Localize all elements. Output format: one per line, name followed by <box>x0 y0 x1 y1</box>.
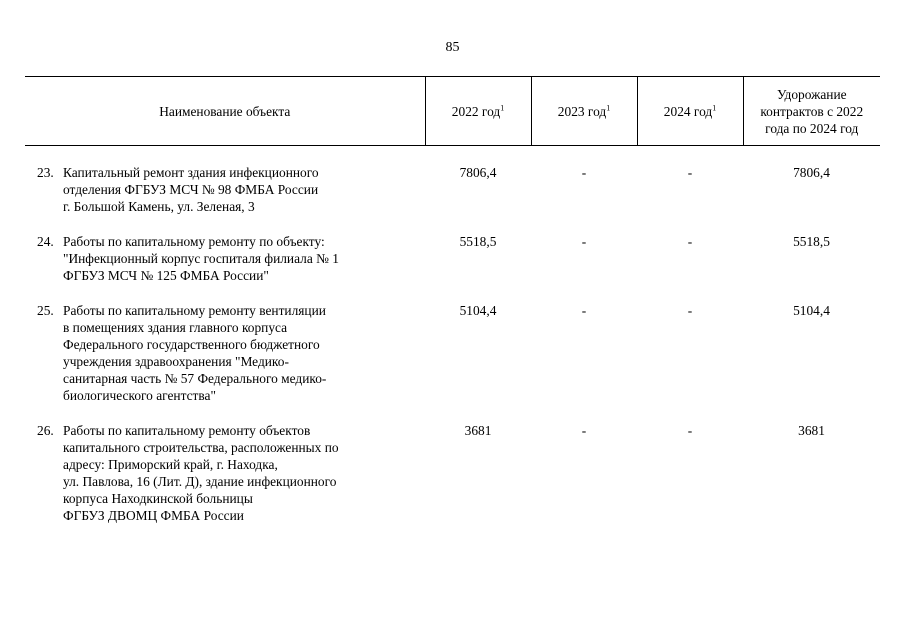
row-2022-value: 7806,4 <box>459 165 497 180</box>
row-2024-value: - <box>687 165 693 180</box>
row-increase-value: 7806,4 <box>793 165 830 180</box>
row-increase-value: 5518,5 <box>793 234 830 249</box>
row-2024-value: - <box>687 423 693 438</box>
row-object-name: Работы по капитальному ремонту вентиляции в помещениях здания главного корпуса Федерального государственного бюджетного учреждения здравоохранения "Медико- санитарная часть № 57 Федерального медико- биологического агентства" <box>63 303 327 403</box>
row-2023-value: - <box>581 303 587 318</box>
row-increase-value: 5104,4 <box>793 303 830 318</box>
row-2024-value: - <box>687 234 693 249</box>
row-2023-value: - <box>581 234 587 249</box>
table-row <box>25 233 880 284</box>
header-2024: 2024 год$^1$ <box>637 77 743 146</box>
row-2023-value: - <box>581 423 587 438</box>
row-number: 25. <box>37 303 54 318</box>
table-row <box>25 164 880 215</box>
header-2022: 2022 год$^1$ <box>425 77 531 146</box>
row-object-name: Капитальный ремонт здания инфекционного отделения ФГБУЗ МСЧ № 98 ФМБА России г. Большой Камень, ул. Зеленая, 3 <box>63 165 319 214</box>
row-2022-value: 3681 <box>464 423 492 438</box>
table-row <box>25 302 880 404</box>
row-increase-value: 3681 <box>798 423 825 438</box>
row-2024-value: - <box>687 303 693 318</box>
row-object-name: Работы по капитальному ремонту объектов капитального строительства, расположенных по адресу: Приморский край, г. Находка, ул. Павлова, 16 (Лит. Д), здание инфекционного корпуса Находкинской больницы ФГБУЗ ДВОМЦ ФМБА России <box>63 423 339 523</box>
row-2023-value: - <box>581 165 587 180</box>
row-object-name: Работы по капитальному ремонту по объекту: "Инфекционный корпус госпиталя филиала № 1 ФГБУЗ МСЧ № 125 ФМБА России" <box>63 234 339 283</box>
row-2022-value: 5104,4 <box>459 303 497 318</box>
row-2022-value: 5518,5 <box>459 234 497 249</box>
table-header-row <box>25 77 880 146</box>
header-2023: 2023 год$^1$ <box>531 77 637 146</box>
page-number: 85 <box>445 40 460 55</box>
table-row <box>25 422 880 524</box>
row-number: 23. <box>37 165 54 180</box>
row-number: 26. <box>37 423 54 438</box>
row-number: 24. <box>37 234 54 249</box>
cost-table <box>25 76 880 542</box>
header-cost-increase: Удорожание контрактов с 2022 года по 2024 год <box>743 77 880 146</box>
header-object-name: Наименование объекта <box>25 77 425 146</box>
